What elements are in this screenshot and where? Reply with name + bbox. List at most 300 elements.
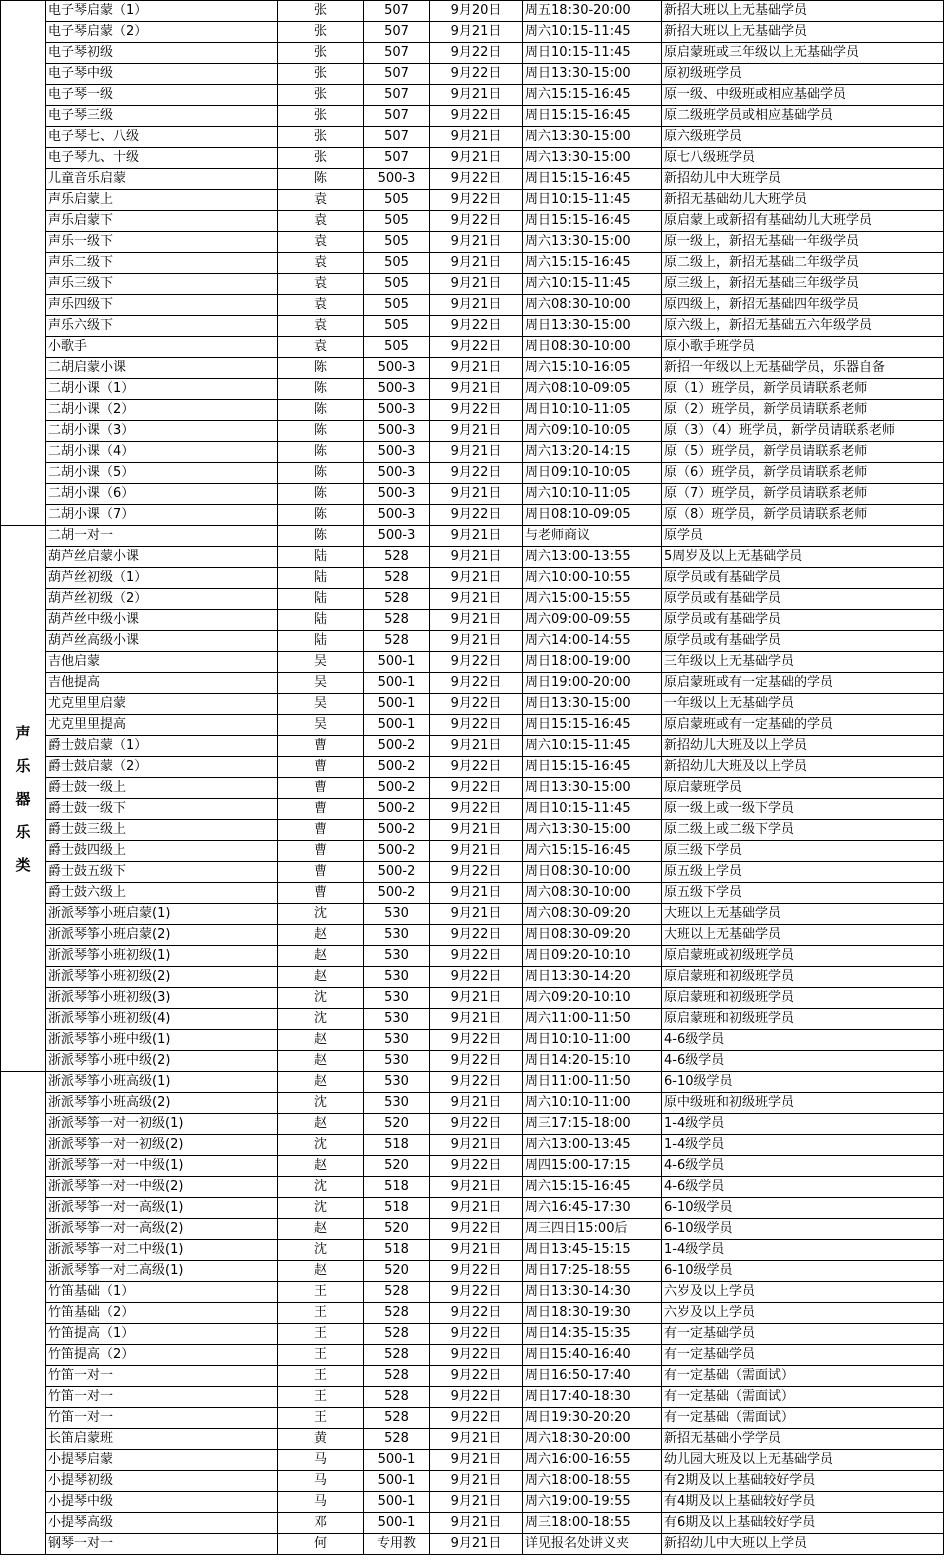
room-number: 505 [364, 274, 430, 295]
class-date: 9月21日 [430, 631, 523, 652]
enrollment-note: 新招一年级以上无基础学员，乐器自备 [662, 358, 944, 379]
teacher-name: 陈 [278, 379, 364, 400]
class-time: 周六18:00-18:55 [523, 1471, 662, 1492]
enrollment-note: 原（3）（4）班学员，新学员请联系老师 [662, 421, 944, 442]
category-blank-top [1, 1, 46, 526]
class-date: 9月21日 [430, 442, 523, 463]
course-name: 声乐四级下 [46, 295, 278, 316]
room-number: 500-1 [364, 1471, 430, 1492]
enrollment-note: 原（2）班学员，新学员请联系老师 [662, 400, 944, 421]
room-number: 507 [364, 127, 430, 148]
class-date: 9月21日 [430, 85, 523, 106]
table-row [1, 883, 944, 904]
class-date: 9月22日 [430, 400, 523, 421]
enrollment-note: 原五级上学员 [662, 862, 944, 883]
enrollment-note: 大班以上无基础学员 [662, 925, 944, 946]
room-number: 530 [364, 1030, 430, 1051]
teacher-name: 王 [278, 1387, 364, 1408]
enrollment-note: 5周岁及以上无基础学员 [662, 547, 944, 568]
enrollment-note: 原启蒙班学员 [662, 778, 944, 799]
table-row [1, 85, 944, 106]
course-name: 浙派琴筝一对一中级(2) [46, 1177, 278, 1198]
table-row [1, 526, 944, 547]
table-row [1, 1030, 944, 1051]
class-date: 9月22日 [430, 673, 523, 694]
class-time: 周六10:15-11:45 [523, 274, 662, 295]
course-name: 竹笛一对一 [46, 1408, 278, 1429]
room-number: 518 [364, 1177, 430, 1198]
class-date: 9月21日 [430, 274, 523, 295]
teacher-name: 袁 [278, 316, 364, 337]
table-row [1, 43, 944, 64]
teacher-name: 曹 [278, 862, 364, 883]
room-number: 500-2 [364, 778, 430, 799]
class-time: 周六18:30-20:00 [523, 1429, 662, 1450]
teacher-name: 陈 [278, 358, 364, 379]
teacher-name: 陆 [278, 589, 364, 610]
teacher-name: 赵 [278, 1051, 364, 1072]
table-row [1, 1492, 944, 1513]
class-time: 周六10:15-11:45 [523, 736, 662, 757]
course-name: 竹笛一对一 [46, 1387, 278, 1408]
enrollment-note: 原（1）班学员，新学员请联系老师 [662, 379, 944, 400]
teacher-name: 王 [278, 1345, 364, 1366]
table-row [1, 211, 944, 232]
teacher-name: 马 [278, 1492, 364, 1513]
room-number: 528 [364, 1366, 430, 1387]
course-name: 浙派琴筝小班初级(2) [46, 967, 278, 988]
class-date: 9月22日 [430, 316, 523, 337]
table-row [1, 778, 944, 799]
room-number: 500-3 [364, 505, 430, 526]
class-time: 周日10:15-11:45 [523, 43, 662, 64]
table-row [1, 547, 944, 568]
table-row [1, 1303, 944, 1324]
table-row [1, 421, 944, 442]
teacher-name: 赵 [278, 1072, 364, 1093]
room-number: 500-2 [364, 736, 430, 757]
course-name: 浙派琴筝一对二高级(1) [46, 1261, 278, 1282]
course-name: 电子琴九、十级 [46, 148, 278, 169]
teacher-name: 陈 [278, 421, 364, 442]
course-name: 声乐三级下 [46, 274, 278, 295]
course-name: 声乐二级下 [46, 253, 278, 274]
course-name: 二胡启蒙小课 [46, 358, 278, 379]
class-date: 9月22日 [430, 1219, 523, 1240]
class-date: 9月22日 [430, 1366, 523, 1387]
class-time: 周六19:00-19:55 [523, 1492, 662, 1513]
table-row [1, 64, 944, 85]
room-number: 530 [364, 1051, 430, 1072]
teacher-name: 陈 [278, 526, 364, 547]
class-date: 9月21日 [430, 358, 523, 379]
enrollment-note: 新招无基础小学学员 [662, 1429, 944, 1450]
enrollment-note: 原启蒙班和初级班学员 [662, 988, 944, 1009]
class-date: 9月21日 [430, 253, 523, 274]
class-date: 9月21日 [430, 1093, 523, 1114]
course-name: 二胡小课（4） [46, 442, 278, 463]
enrollment-note: 三年级以上无基础学员 [662, 652, 944, 673]
table-row [1, 442, 944, 463]
class-time: 周三18:00-18:55 [523, 1513, 662, 1534]
table-row [1, 1219, 944, 1240]
enrollment-note: 6-10级学员 [662, 1198, 944, 1219]
class-date: 9月21日 [430, 1177, 523, 1198]
enrollment-note: 4-6级学员 [662, 1051, 944, 1072]
table-row [1, 1072, 944, 1093]
course-name: 二胡小课（6） [46, 484, 278, 505]
room-number: 500-1 [364, 652, 430, 673]
table-row [1, 1345, 944, 1366]
course-name: 竹笛基础（2） [46, 1303, 278, 1324]
enrollment-note: 有一定基础（需面试） [662, 1408, 944, 1429]
class-time: 周日17:25-18:55 [523, 1261, 662, 1282]
enrollment-note: 原一级、中级班或相应基础学员 [662, 85, 944, 106]
enrollment-note: 新招无基础幼儿大班学员 [662, 190, 944, 211]
table-row [1, 925, 944, 946]
room-number: 500-3 [364, 526, 430, 547]
teacher-name: 曹 [278, 778, 364, 799]
enrollment-note: 原启蒙班和初级班学员 [662, 1009, 944, 1030]
class-time: 周六15:15-16:45 [523, 841, 662, 862]
room-number: 500-3 [364, 463, 430, 484]
class-date: 9月22日 [430, 925, 523, 946]
room-number: 518 [364, 1135, 430, 1156]
teacher-name: 陈 [278, 463, 364, 484]
class-date: 9月22日 [430, 1282, 523, 1303]
teacher-name: 袁 [278, 295, 364, 316]
table-row [1, 652, 944, 673]
class-time: 周六09:10-10:05 [523, 421, 662, 442]
course-name: 爵士鼓四级上 [46, 841, 278, 862]
table-row [1, 799, 944, 820]
class-date: 9月22日 [430, 463, 523, 484]
room-number: 500-1 [364, 1513, 430, 1534]
room-number: 507 [364, 22, 430, 43]
class-date: 9月22日 [430, 652, 523, 673]
course-name: 小歌手 [46, 337, 278, 358]
table-row [1, 169, 944, 190]
class-time: 周三17:15-18:00 [523, 1114, 662, 1135]
course-name: 尤克里里启蒙 [46, 694, 278, 715]
class-time: 周五18:30-20:00 [523, 1, 662, 22]
class-time: 周日18:30-19:30 [523, 1303, 662, 1324]
course-name: 二胡小课（1） [46, 379, 278, 400]
enrollment-note: 原三级上，新招无基础三年级学员 [662, 274, 944, 295]
room-number: 500-1 [364, 715, 430, 736]
teacher-name: 张 [278, 106, 364, 127]
class-date: 9月22日 [430, 43, 523, 64]
class-date: 9月21日 [430, 568, 523, 589]
class-date: 9月21日 [430, 589, 523, 610]
class-date: 9月21日 [430, 1492, 523, 1513]
table-row [1, 946, 944, 967]
teacher-name: 袁 [278, 211, 364, 232]
enrollment-note: 原学员或有基础学员 [662, 568, 944, 589]
class-date: 9月22日 [430, 757, 523, 778]
class-time: 周日13:30-15:00 [523, 694, 662, 715]
teacher-name: 沈 [278, 988, 364, 1009]
class-date: 9月20日 [430, 1, 523, 22]
room-number: 518 [364, 1240, 430, 1261]
class-time: 周六15:15-16:45 [523, 1177, 662, 1198]
class-time: 周六13:00-13:55 [523, 547, 662, 568]
class-date: 9月21日 [430, 1198, 523, 1219]
class-time: 详见报名处讲义夹 [523, 1534, 662, 1555]
table-row [1, 316, 944, 337]
class-time: 周四15:00-17:15 [523, 1156, 662, 1177]
class-time: 周六16:45-17:30 [523, 1198, 662, 1219]
class-date: 9月22日 [430, 1324, 523, 1345]
enrollment-note: 原（7）班学员，新学员请联系老师 [662, 484, 944, 505]
table-row [1, 274, 944, 295]
table-row [1, 1135, 944, 1156]
course-name: 葫芦丝中级小课 [46, 610, 278, 631]
class-time: 周六13:30-15:00 [523, 820, 662, 841]
class-time: 周日10:15-11:45 [523, 799, 662, 820]
class-date: 9月22日 [430, 1408, 523, 1429]
class-time: 周三四日15:00后 [523, 1219, 662, 1240]
class-time: 周六09:00-09:55 [523, 610, 662, 631]
class-date: 9月22日 [430, 967, 523, 988]
table-row [1, 484, 944, 505]
class-date: 9月22日 [430, 1051, 523, 1072]
class-time: 周日10:10-11:00 [523, 1030, 662, 1051]
enrollment-note: 幼儿园大班及以上无基础学员 [662, 1450, 944, 1471]
teacher-name: 陈 [278, 442, 364, 463]
table-row [1, 505, 944, 526]
enrollment-note: 一年级以上无基础学员 [662, 694, 944, 715]
class-time: 周日09:20-10:10 [523, 946, 662, 967]
class-time: 周日10:15-11:45 [523, 190, 662, 211]
course-name: 电子琴启蒙（2） [46, 22, 278, 43]
teacher-name: 张 [278, 148, 364, 169]
course-name: 爵士鼓一级下 [46, 799, 278, 820]
room-number: 528 [364, 1303, 430, 1324]
enrollment-note: 4-6级学员 [662, 1156, 944, 1177]
class-date: 9月21日 [430, 1240, 523, 1261]
class-time: 周六08:30-10:00 [523, 883, 662, 904]
enrollment-note: 原小歌手班学员 [662, 337, 944, 358]
teacher-name: 陆 [278, 568, 364, 589]
teacher-name: 吴 [278, 694, 364, 715]
teacher-name: 王 [278, 1408, 364, 1429]
room-number: 530 [364, 1093, 430, 1114]
class-time: 周六13:00-13:45 [523, 1135, 662, 1156]
teacher-name: 陈 [278, 484, 364, 505]
course-name: 小提琴中级 [46, 1492, 278, 1513]
table-row [1, 1471, 944, 1492]
enrollment-note: 原一级上，新招无基础一年级学员 [662, 232, 944, 253]
enrollment-note: 六岁及以上学员 [662, 1282, 944, 1303]
enrollment-note: 有一定基础学员 [662, 1324, 944, 1345]
room-number: 500-2 [364, 883, 430, 904]
enrollment-note: 原学员或有基础学员 [662, 589, 944, 610]
course-name: 浙派琴筝小班高级(1) [46, 1072, 278, 1093]
course-name: 爵士鼓三级上 [46, 820, 278, 841]
table-row [1, 715, 944, 736]
enrollment-note: 新招幼儿大班及以上学员 [662, 757, 944, 778]
teacher-name: 张 [278, 22, 364, 43]
teacher-name: 赵 [278, 1261, 364, 1282]
course-name: 爵士鼓一级上 [46, 778, 278, 799]
class-time: 周日15:15-16:45 [523, 211, 662, 232]
class-date: 9月21日 [430, 736, 523, 757]
class-time: 与老师商议 [523, 526, 662, 547]
class-date: 9月22日 [430, 862, 523, 883]
enrollment-note: 新招幼儿中大班学员 [662, 169, 944, 190]
table-row [1, 673, 944, 694]
class-date: 9月22日 [430, 505, 523, 526]
room-number: 500-2 [364, 757, 430, 778]
room-number: 500-1 [364, 1450, 430, 1471]
room-number: 528 [364, 568, 430, 589]
room-number: 530 [364, 967, 430, 988]
room-number: 500-3 [364, 484, 430, 505]
course-name: 浙派琴筝小班初级(3) [46, 988, 278, 1009]
teacher-name: 曹 [278, 799, 364, 820]
table-row [1, 253, 944, 274]
class-time: 周日19:30-20:20 [523, 1408, 662, 1429]
class-date: 9月21日 [430, 1534, 523, 1555]
course-name: 竹笛提高（1） [46, 1324, 278, 1345]
category-blank-bottom [1, 1072, 46, 1555]
table-row [1, 610, 944, 631]
table-row [1, 358, 944, 379]
enrollment-note: 原三级下学员 [662, 841, 944, 862]
course-name: 浙派琴筝一对一中级(1) [46, 1156, 278, 1177]
class-time: 周日16:50-17:40 [523, 1366, 662, 1387]
class-time: 周日15:15-16:45 [523, 757, 662, 778]
class-date: 9月21日 [430, 148, 523, 169]
category-text: 声 乐 器 乐 类 [15, 723, 31, 874]
course-name: 儿童音乐启蒙 [46, 169, 278, 190]
teacher-name: 吴 [278, 673, 364, 694]
enrollment-note: 原（6）班学员，新学员请联系老师 [662, 463, 944, 484]
class-date: 9月22日 [430, 1387, 523, 1408]
class-time: 周六13:20-14:15 [523, 442, 662, 463]
enrollment-note: 1-4级学员 [662, 1135, 944, 1156]
room-number: 507 [364, 85, 430, 106]
class-time: 周日15:15-16:45 [523, 169, 662, 190]
enrollment-note: 原四级上，新招无基础四年级学员 [662, 295, 944, 316]
teacher-name: 袁 [278, 253, 364, 274]
teacher-name: 曹 [278, 820, 364, 841]
table-row [1, 1429, 944, 1450]
table-row [1, 463, 944, 484]
class-date: 9月21日 [430, 883, 523, 904]
room-number: 500-2 [364, 820, 430, 841]
course-name: 二胡小课（3） [46, 421, 278, 442]
class-time: 周六11:00-11:50 [523, 1009, 662, 1030]
enrollment-note: 1-4级学员 [662, 1114, 944, 1135]
class-date: 9月22日 [430, 1072, 523, 1093]
course-name: 声乐一级下 [46, 232, 278, 253]
teacher-name: 赵 [278, 1114, 364, 1135]
room-number: 507 [364, 1, 430, 22]
class-date: 9月22日 [430, 1114, 523, 1135]
enrollment-note: 原学员 [662, 526, 944, 547]
table-row [1, 1051, 944, 1072]
class-date: 9月22日 [430, 694, 523, 715]
class-date: 9月21日 [430, 484, 523, 505]
table-row [1, 1513, 944, 1534]
class-time: 周六10:15-11:45 [523, 22, 662, 43]
teacher-name: 王 [278, 1324, 364, 1345]
room-number: 500-3 [364, 169, 430, 190]
class-date: 9月22日 [430, 1303, 523, 1324]
enrollment-note: 原（5）班学员，新学员请联系老师 [662, 442, 944, 463]
course-name: 浙派琴筝小班中级(1) [46, 1030, 278, 1051]
course-name: 二胡小课（5） [46, 463, 278, 484]
class-date: 9月21日 [430, 1450, 523, 1471]
teacher-name: 袁 [278, 337, 364, 358]
enrollment-note: 原启蒙班或三年级以上无基础学员 [662, 43, 944, 64]
class-date: 9月22日 [430, 1345, 523, 1366]
table-row [1, 337, 944, 358]
room-number: 500-2 [364, 862, 430, 883]
course-name: 浙派琴筝一对二中级(1) [46, 1240, 278, 1261]
course-name: 钢琴一对一 [46, 1534, 278, 1555]
table-row [1, 841, 944, 862]
table-row [1, 1, 944, 22]
course-name: 爵士鼓启蒙（1） [46, 736, 278, 757]
class-date: 9月21日 [430, 379, 523, 400]
teacher-name: 赵 [278, 946, 364, 967]
enrollment-note: 有2期及以上基础较好学员 [662, 1471, 944, 1492]
class-date: 9月22日 [430, 946, 523, 967]
table-row [1, 295, 944, 316]
enrollment-note: 6-10级学员 [662, 1072, 944, 1093]
teacher-name: 马 [278, 1450, 364, 1471]
class-date: 9月21日 [430, 295, 523, 316]
class-date: 9月21日 [430, 1009, 523, 1030]
teacher-name: 沈 [278, 1135, 364, 1156]
room-number: 520 [364, 1114, 430, 1135]
class-time: 周日13:45-15:15 [523, 1240, 662, 1261]
course-name: 浙派琴筝一对一初级(1) [46, 1114, 278, 1135]
course-name: 浙派琴筝小班初级(4) [46, 1009, 278, 1030]
room-number: 530 [364, 946, 430, 967]
room-number: 500-1 [364, 694, 430, 715]
enrollment-note: 新招大班以上无基础学员 [662, 1, 944, 22]
teacher-name: 曹 [278, 757, 364, 778]
table-row [1, 1366, 944, 1387]
room-number: 520 [364, 1156, 430, 1177]
teacher-name: 邓 [278, 1513, 364, 1534]
course-name: 电子琴中级 [46, 64, 278, 85]
room-number: 专用教 [364, 1534, 430, 1555]
room-number: 500-3 [364, 379, 430, 400]
table-row [1, 1114, 944, 1135]
teacher-name: 陆 [278, 631, 364, 652]
class-time: 周六16:00-16:55 [523, 1450, 662, 1471]
room-number: 528 [364, 1429, 430, 1450]
teacher-name: 赵 [278, 1030, 364, 1051]
class-time: 周日13:30-14:20 [523, 967, 662, 988]
table-row [1, 988, 944, 1009]
course-name: 小提琴初级 [46, 1471, 278, 1492]
teacher-name: 曹 [278, 841, 364, 862]
table-row [1, 694, 944, 715]
class-time: 周六08:10-09:05 [523, 379, 662, 400]
enrollment-note: 6-10级学员 [662, 1261, 944, 1282]
schedule-body [1, 1, 944, 1555]
room-number: 500-1 [364, 1492, 430, 1513]
course-name: 电子琴初级 [46, 43, 278, 64]
enrollment-note: 原（8）班学员，新学员请联系老师 [662, 505, 944, 526]
class-date: 9月22日 [430, 64, 523, 85]
